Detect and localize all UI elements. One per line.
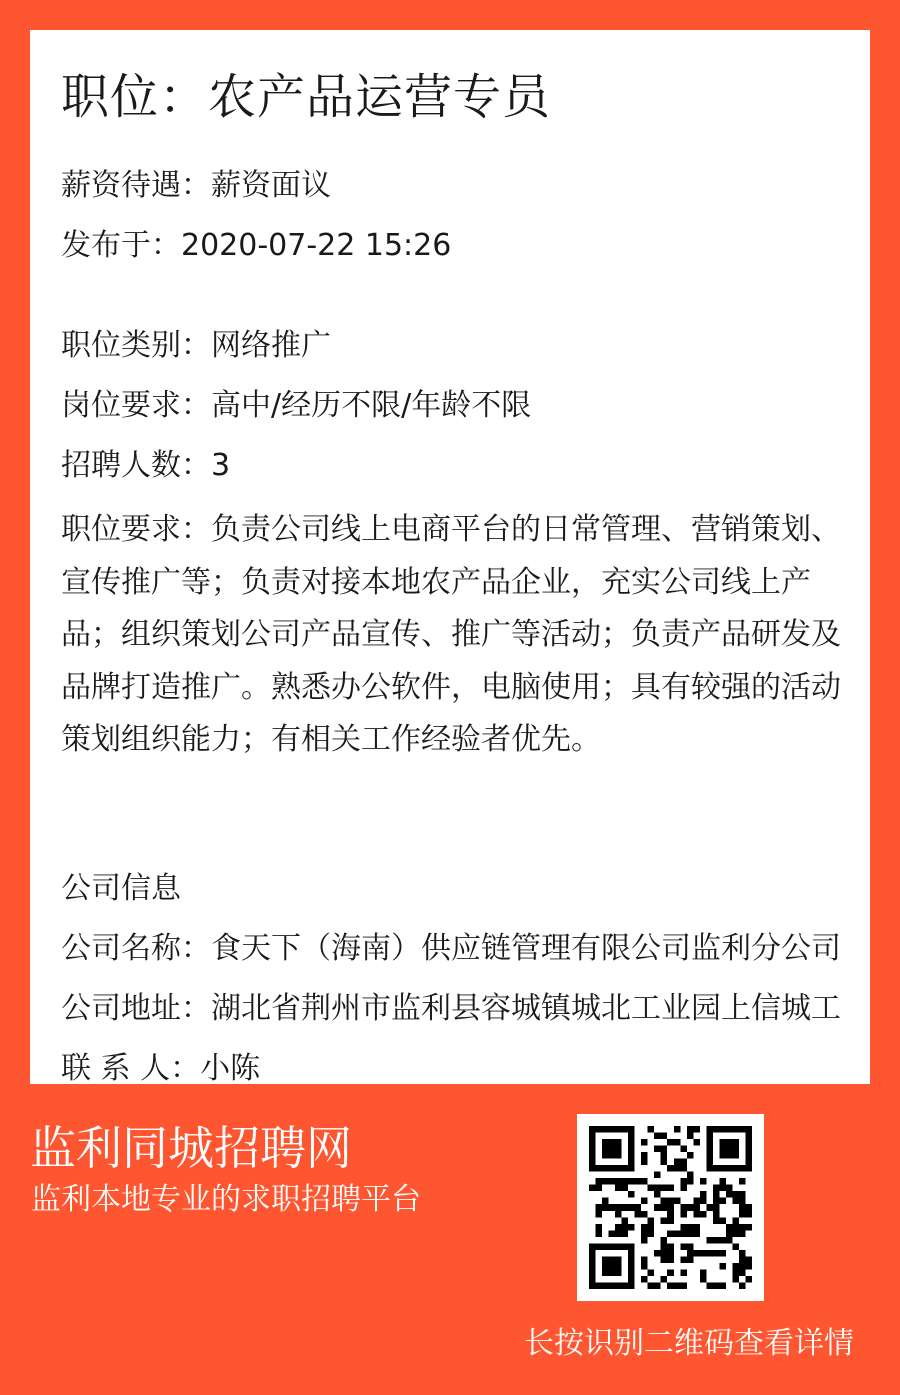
site-brand-title: 监利同城招聘网 — [30, 1121, 352, 1175]
qr-code-icon — [589, 1126, 752, 1289]
job-description: 职位要求：负责公司线上电商平台的日常管理、营销策划、宣传推广等；负责对接本地农产品企业，充实公司线上产品；组织策划公司产品宣传、推广等活动；负责产品研发及品牌打造推广。熟悉办公软件，电脑使用；具有较强的活动策划组织能力；有相关工作经验者优先。 — [61, 512, 841, 757]
qr-code[interactable] — [577, 1114, 764, 1301]
published-line: 发布于：2020-07-22 15:26 — [61, 228, 452, 263]
company-section-title: 公司信息 — [61, 871, 181, 906]
requirements-line: 岗位要求：高中/经历不限/年龄不限 — [61, 388, 532, 423]
job-card — [30, 30, 870, 1084]
company-name: 公司名称：食天下（海南）供应链管理有限公司监利分公司 — [61, 931, 841, 966]
headcount-line: 招聘人数：3 — [61, 448, 231, 483]
category-line: 职位类别：网络推广 — [61, 328, 331, 363]
contact-person: 联 系 人：小陈 — [61, 1051, 261, 1084]
site-slogan: 监利本地专业的求职招聘平台 — [31, 1182, 421, 1217]
company-address: 公司地址：湖北省荆州市监利县容城镇城北工业园上信城工 — [61, 991, 841, 1026]
salary-line: 薪资待遇：薪资面议 — [61, 168, 331, 203]
job-title: 职位：农产品运营专员 — [61, 69, 552, 125]
qr-hint: 长按识别二维码查看详情 — [524, 1326, 854, 1361]
